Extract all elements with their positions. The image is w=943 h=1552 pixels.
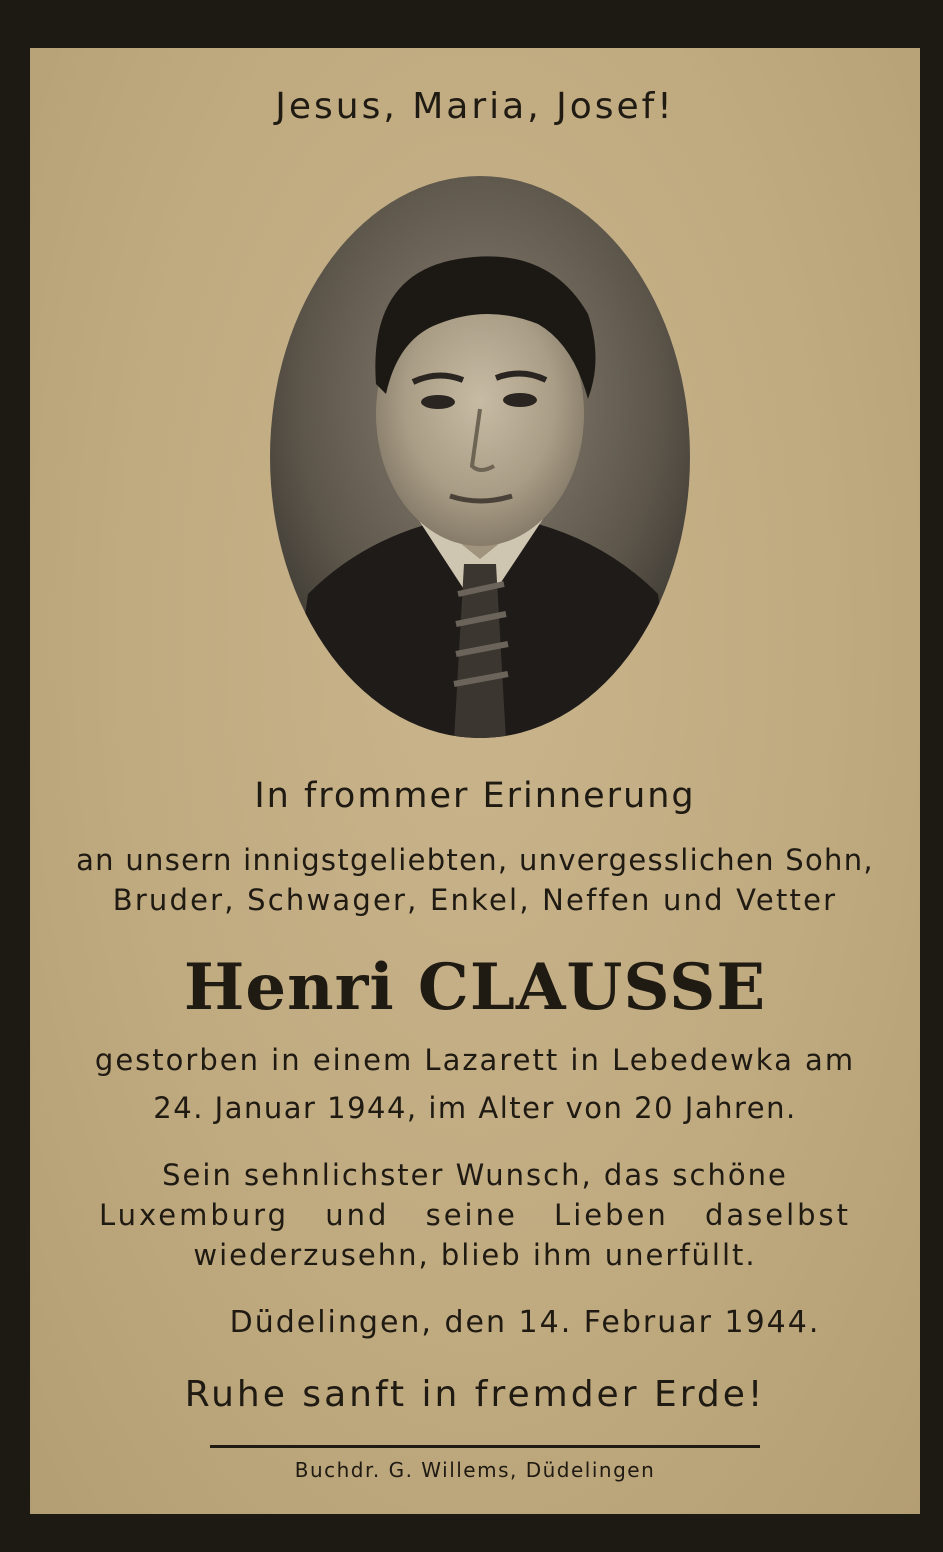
printer-imprint: Buchdr. G. Willems, Düdelingen — [294, 1458, 656, 1482]
wish-line-2: Luxemburg und seine Lieben daselbst — [98, 1198, 852, 1232]
death-line-2: 24. Januar 1944, im Alter von 20 Jahren. — [153, 1091, 797, 1125]
wish-line-1: Sein sehnlichster Wunsch, das schöne — [162, 1158, 788, 1192]
memory-heading: In frommer Erinnerung — [254, 776, 696, 816]
wish-line-3: wiederzusehn, blieb ihm unerfüllt. — [193, 1238, 757, 1272]
relation-line-2: Bruder, Schwager, Enkel, Neffen und Vetter — [112, 883, 838, 917]
deceased-name: Henri CLAUSSE — [183, 950, 767, 1025]
header-invocation: Jesus, Maria, Josef! — [275, 86, 675, 127]
memorial-card — [30, 48, 920, 1514]
death-line-1: gestorben in einem Lazarett in Lebedewka am — [94, 1043, 856, 1077]
place-date: Düdelingen, den 14. Februar 1944. — [229, 1305, 821, 1340]
closing-blessing: Ruhe sanft in fremder Erde! — [184, 1374, 766, 1415]
divider-rule — [210, 1445, 760, 1448]
relation-line-1: an unsern innigstgeliebten, unvergesslichen Sohn, — [76, 843, 874, 877]
portrait-photo — [268, 174, 692, 740]
